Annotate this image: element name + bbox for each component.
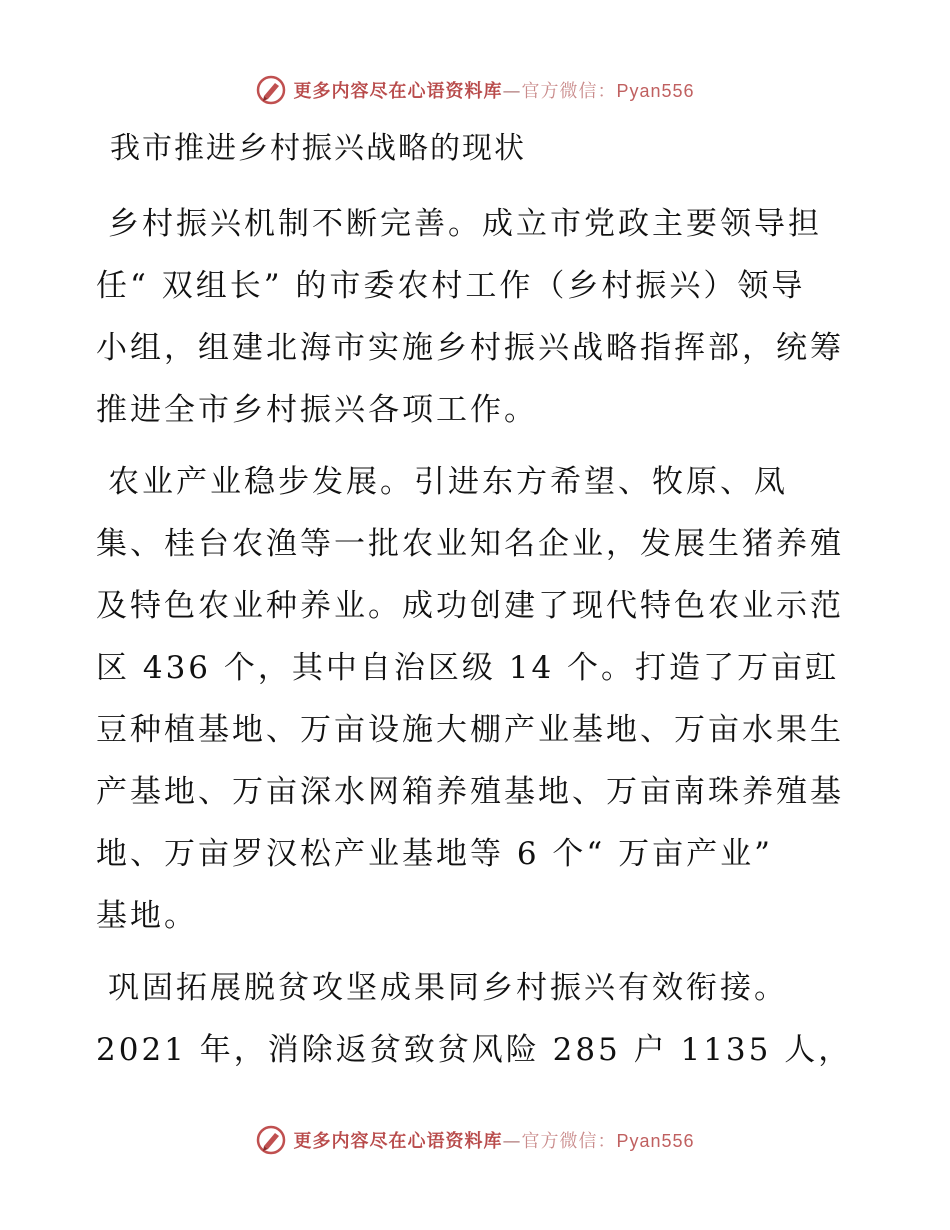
paragraph-line: 小组，组建北海市实施乡村振兴战略指挥部，统筹 xyxy=(96,330,844,366)
paragraph-line: 区 436 个，其中自治区级 14 个。打造了万亩豇 xyxy=(96,650,840,686)
page-title: 我市推进乡村振兴战略的现状 xyxy=(110,131,526,166)
paragraph-line: 产基地、万亩深水网箱养殖基地、万亩南珠养殖基 xyxy=(96,774,844,810)
paragraph-line: 农业产业稳步发展。引进东方希望、牧原、凤 xyxy=(108,464,788,500)
watermark-text xyxy=(293,1127,694,1153)
pen-logo-icon xyxy=(255,74,287,106)
header-watermark xyxy=(0,70,950,110)
paragraph-1 xyxy=(96,193,856,441)
watermark-text xyxy=(293,77,694,103)
document-body xyxy=(96,125,856,1091)
watermark-id: Pyan556 xyxy=(616,81,695,101)
watermark-label: 官方微信： xyxy=(521,1131,617,1152)
watermark-name: 更多内容尽在心语资料库 xyxy=(293,1131,503,1152)
paragraph-line: 及特色农业种养业。成功创建了现代特色农业示范 xyxy=(96,588,844,624)
watermark-separator: — xyxy=(502,81,522,102)
paragraph-line: 任“ 双组长” 的市委农村工作（乡村振兴）领导 xyxy=(96,268,806,304)
paragraph-line: 豆种植基地、万亩设施大棚产业基地、万亩水果生 xyxy=(96,712,844,748)
paragraph-2 xyxy=(96,451,856,947)
paragraph-line: 推进全市乡村振兴各项工作。 xyxy=(96,392,538,428)
watermark-id: Pyan556 xyxy=(616,1131,695,1151)
paragraph-3 xyxy=(96,957,856,1081)
paragraph-line: 集、桂台农渔等一批农业知名企业，发展生猪养殖 xyxy=(96,526,844,562)
watermark-label: 官方微信： xyxy=(521,81,617,102)
watermark-separator: — xyxy=(502,1131,522,1152)
watermark-name: 更多内容尽在心语资料库 xyxy=(293,81,503,102)
pen-logo-icon xyxy=(255,1124,287,1156)
paragraph-line: 基地。 xyxy=(96,898,198,934)
footer-watermark xyxy=(0,1120,950,1160)
paragraph-line: 乡村振兴机制不断完善。成立市党政主要领导担 xyxy=(108,206,822,242)
paragraph-line: 巩固拓展脱贫攻坚成果同乡村振兴有效衔接。 xyxy=(108,970,788,1006)
paragraph-line: 地、万亩罗汉松产业基地等 6 个“ 万亩产业” xyxy=(96,836,773,872)
paragraph-line: 2021 年，消除返贫致贫风险 285 户 1135 人， xyxy=(96,1032,853,1068)
